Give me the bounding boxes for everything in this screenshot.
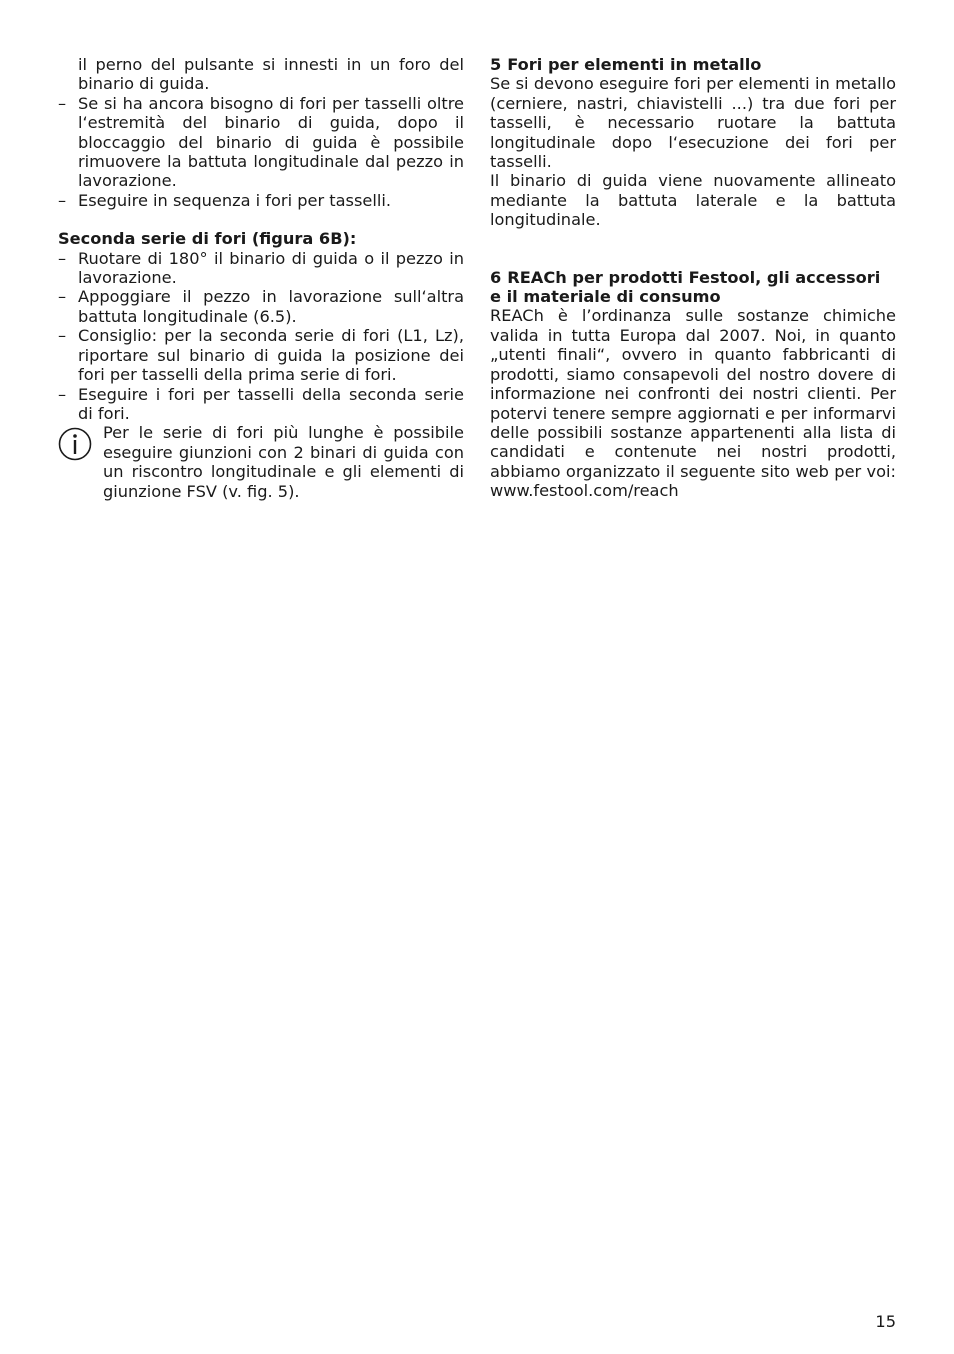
info-note [58,423,464,501]
dash-marker: – [58,326,67,346]
section-5-number: 5 [490,55,502,74]
list-item-text: Eseguire in sequenza i fori per tasselli. [78,190,391,210]
list-item [58,287,464,326]
section-6-paragraph: REACh è l’ordinanza sulle sostanze chimiche valida in tutta Europa dal 2007. Noi, in quanto „utenti finali“, ovvero in quanto fabbricanti di prodotti, siamo consapevoli del nostro dovere di informazione nei confronti dei nostri clienti. Per potervi tenere sempre aggiornati e per informarvi delle possibili sostanze appartenenti alla lista di candidati e contenute nei nostri prodotti, abbiamo organizzato il seguente sito web per voi: www.festool.com/reach [490,306,896,501]
list-item-text: Eseguire i fori per tasselli della seconda serie di fori. [78,384,464,423]
section-5-title: Fori per elementi in metallo [507,55,762,74]
section-6-title: REACh per prodotti Festool, gli accessori e il materiale di consumo [490,267,881,307]
second-series-heading: Seconda serie di fori (figura 6B): [58,229,357,249]
dash-marker: – [58,384,67,404]
list-item [58,249,464,288]
dash-marker: – [58,248,67,268]
dash-marker: – [58,287,67,307]
section-5-paragraph: Se si devono eseguire fori per elementi in metallo (cerniere, nastri, chiavistelli ...) tra due fori per tasselli, è necessario ruotare la battuta longitudinale dopo l‘esecuzione dei fori per tasselli. [490,74,896,172]
page-number: 15 [875,1312,896,1331]
right-column [490,55,896,501]
list-item [58,385,464,424]
list-item [58,191,464,210]
continuation-text: il perno del pulsante si innesti in un foro del binario di guida. [78,55,464,94]
section-6-number: 6 [490,267,502,287]
section-5-paragraph: Il binario di guida viene nuovamente allineato mediante la battuta laterale e la battuta longitudinale. [490,171,896,230]
section-5-heading [490,55,896,74]
section-6-heading [490,268,896,307]
list-item-text: Ruotare di 180° il binario di guida o il pezzo in lavorazione. [78,248,464,288]
note-text: Per le serie di fori più lunghe è possibile eseguire giunzioni con 2 binari di guida con un riscontro longitudinale e gli elementi di giunzione FSV (v. fig. 5). [103,423,464,501]
info-icon [58,427,92,461]
list-item-text: Consiglio: per la seconda serie di fori (L1, Lz), riportare sul binario di guida la posizione dei fori per tasselli della prima serie di fori. [78,326,464,385]
list-item [58,94,464,191]
dash-marker: – [58,190,67,210]
steps-list [58,94,464,210]
second-series-list [58,249,464,424]
list-item-text: Appoggiare il pezzo in lavorazione sull‘altra battuta longitudinale (6.5). [78,287,464,326]
list-item [58,326,464,384]
dash-marker: – [58,93,67,113]
left-column [58,55,464,501]
list-item-text: Se si ha ancora bisogno di fori per tasselli oltre l‘estremità del binario di guida, dopo il bloccaggio del binario di guida è possibile rimuovere la battuta longitudinale dal pezzo in lavorazione. [78,93,464,191]
